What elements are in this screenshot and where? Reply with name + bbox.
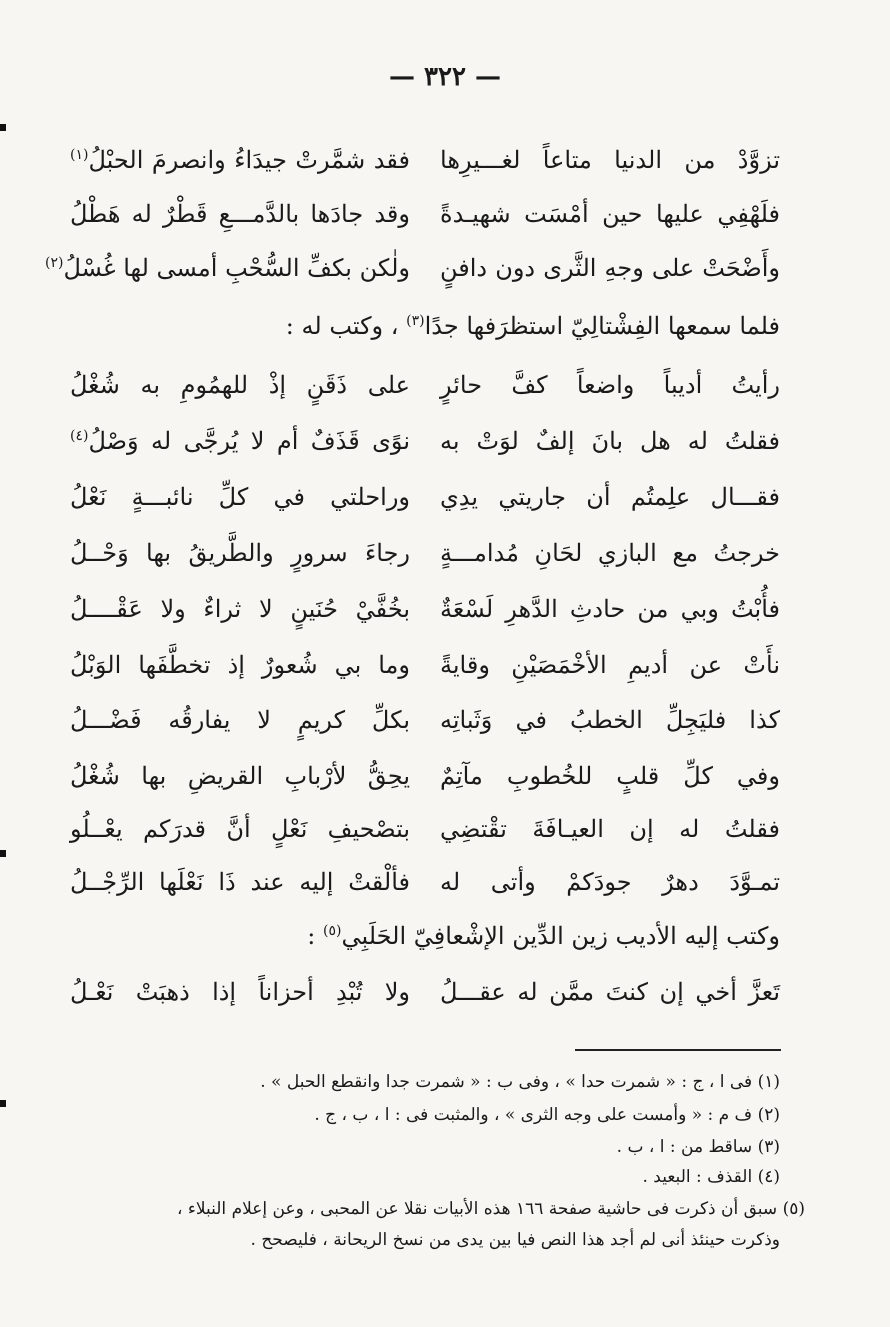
footnote: (٤) القذف : البعيد . — [642, 1167, 780, 1187]
footnote-ref: (٥) — [322, 923, 342, 939]
verse — [70, 363, 780, 407]
verse — [70, 754, 780, 798]
second-hemistich: ولا تُبْدِ أحزاناً إذا ذهبَتْ نَعْـلُ — [70, 978, 410, 1006]
verse — [70, 860, 780, 904]
footnote-ref: (٣) — [406, 313, 425, 329]
first-hemistich: فقـــال علِمتُم أن جاريتي يدِي — [440, 483, 780, 511]
verse — [70, 192, 780, 236]
prose-text: فلما سمعها الفِشْتالِيّ استظرَفها جدًا — [424, 312, 780, 340]
verse — [70, 419, 780, 463]
prose-line — [307, 916, 780, 956]
hemistich-text: ولٰكن بكفِّ السُّحْبِ أمسى لها غُسْلُ — [63, 254, 410, 282]
hemistich-text: نوًى قَذَفٌ أم لا يُرجَّى له وَصْلُ — [88, 427, 410, 455]
verse — [70, 807, 780, 851]
second-hemistich: فألْقتْ إليه عند ذَا نَعْلَها الرِّجْــلُ — [70, 868, 410, 896]
footnote-ref: (١) — [70, 147, 89, 163]
verse — [70, 531, 780, 575]
second-hemistich: بكلِّ كريمٍ لا يفارقُه فَضْـــلُ — [70, 706, 410, 734]
first-hemistich: تمـوَّدَ دهرٌ جودَكمْ وأتى له — [440, 868, 780, 896]
verse — [44, 246, 780, 290]
second-hemistich — [44, 246, 410, 290]
first-hemistich: فقلتُ له إن العيـافَةَ تقْتضِي — [440, 815, 780, 843]
prose-text: : — [307, 922, 316, 950]
verse — [70, 138, 780, 182]
verse — [70, 698, 780, 742]
second-hemistich: على ذَقَنٍ إذْ للهمُومِ به شُغْلُ — [70, 371, 410, 399]
prose-text: وكتب إليه الأديب زين الدِّين الإشْعافِيّ الحَلَبِي — [341, 922, 780, 950]
footnote: (١) فى ا ، ج : « شمرت حدا » ، وفى ب : « شمرت جدا وانقطع الحبل » . — [260, 1072, 780, 1092]
first-hemistich: خرجتُ مع البازي لحَانِ مُدامـــةٍ — [440, 539, 780, 567]
verse — [70, 475, 780, 519]
second-hemistich — [70, 138, 410, 182]
edge-mark — [0, 1100, 6, 1107]
edge-mark — [0, 124, 6, 131]
second-hemistich — [70, 419, 410, 463]
footnote-divider — [575, 1049, 781, 1051]
first-hemistich: رأيتُ أديباً واضعاً كفَّ حائرٍ — [440, 371, 780, 399]
first-hemistich: تَعزَّ أخي إن كنتَ ممَّن له عقـــلُ — [440, 978, 780, 1006]
prose-text: ، وكتب له : — [285, 312, 399, 340]
hemistich-text: فقد شمَّرتْ جيدَاءُ وانصرمَ الحبْلُ — [88, 146, 410, 174]
page-number: — ٣٢٢ — — [388, 62, 502, 92]
footnote: (٥) سبق أن ذكرت فى حاشية صفحة ١٦٦ هذه الأبيات نقلا عن المحبى ، وعن إعلام النبلاء ، — [176, 1199, 805, 1219]
first-hemistich: فأُبْتُ وبي من حادثِ الدَّهرِ لَسْعَةٌ — [440, 595, 780, 623]
second-hemistich: بخُفَّيْ حُنَينٍ لا ثراءٌ ولا عَقْــــلُ — [70, 595, 410, 623]
prose-line — [286, 306, 780, 346]
edge-mark — [0, 850, 6, 857]
second-hemistich: وراحلتي في كلِّ نائبـــةٍ نَعْلُ — [70, 483, 410, 511]
second-hemistich: رجاءَ سرورٍ والطَّريقُ بها وَحْــلُ — [70, 539, 410, 567]
footnote: (٣) ساقط من : ا ، ب . — [616, 1137, 780, 1157]
footnote-continuation: وذكرت حينئذ أنى لم أجد هذا النص فيا بين يدى من نسخ الريحانة ، فليصحح . — [250, 1230, 780, 1250]
footnote-ref: (٤) — [70, 428, 89, 444]
first-hemistich: نأَتْ عن أديمِ الأخْمَصَيْنِ وقايةً — [440, 651, 780, 679]
first-hemistich: وفي كلِّ قلبٍ للخُطوبِ مآتِمٌ — [440, 762, 780, 790]
footnote: (٢) ف م : « وأمست على وجه الثرى » ، والمثبت فى : ا ، ب ، ج . — [314, 1105, 780, 1125]
first-hemistich: تزوَّدْ من الدنيا متاعاً لغـــيرِها — [440, 146, 780, 174]
second-hemistich: يحِقُّ لأرْبابِ القريضِ بها شُغْلُ — [70, 762, 410, 790]
verse — [70, 643, 780, 687]
footnote-ref: (٢) — [44, 255, 64, 271]
second-hemistich: بتصْحيفِ نَعْلٍ أنَّ قدرَكم يعْــلُو — [70, 815, 410, 843]
first-hemistich: فقلتُ له هل بانَ إلفٌ لوَتْ به — [440, 427, 780, 455]
first-hemistich: فلَهْفِي عليها حين أمْسَت شهيـدةً — [440, 200, 780, 228]
first-hemistich: وأَضْحَتْ على وجهِ الثَّرى دون دافنٍ — [440, 254, 780, 282]
first-hemistich: كذا فليَجِلِّ الخطبُ في وَثَباتِه — [440, 706, 780, 734]
verse — [70, 970, 780, 1014]
second-hemistich: وما بي شُعورٌ إذ تخطَّفَها الوَبْلُ — [70, 651, 410, 679]
second-hemistich: وقد جادَها بالدَّمـــعِ قَطْرٌ له هَطْلُ — [70, 200, 410, 228]
verse — [70, 587, 780, 631]
